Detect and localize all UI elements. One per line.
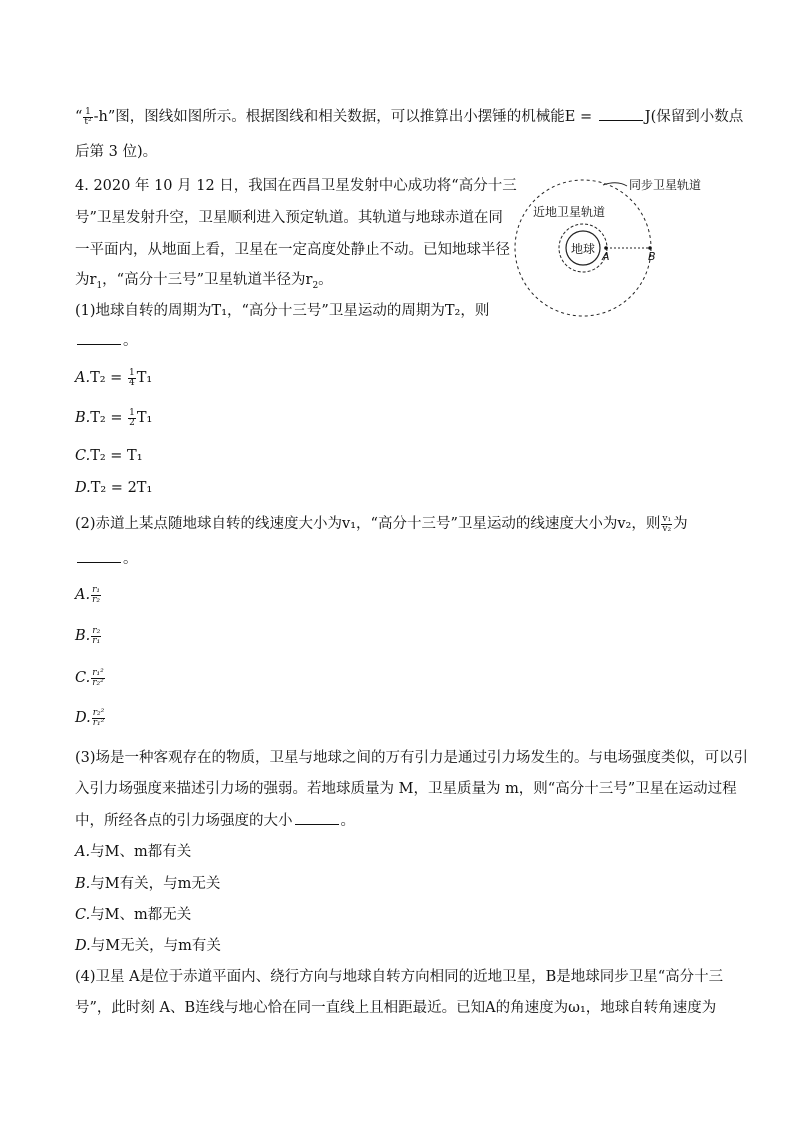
point-b-label: B: [648, 250, 656, 263]
q4-part1-stem: (1)地球自转的周期为T₁，“高分十三号”卫星运动的周期为T₂，则: [75, 303, 490, 319]
q4-intro-line-3: 一平面内，从地面上看，卫星在一定高度处静止不动。已知地球半径: [75, 242, 510, 258]
q4-intro-line-2: 号”卫星发射升空，卫星顺利进入预定轨道。其轨道与地球赤道在同: [75, 210, 503, 226]
q4-part3-line-2: 入引力场强度来描述引力场的强弱。若地球质量为 M，卫星质量为 m，则“高分十三号”卫星在运动过程: [75, 781, 737, 797]
q4-intro-line-1: 4. 2020 年 10 月 12 日，我国在西昌卫星发射中心成功将“高分十三: [75, 178, 517, 194]
inverse-t-squared-fraction: $\frac{1}{\text{t²}}$: [84, 106, 92, 127]
q4-part2-option-c[interactable]: C. $\frac{\text{r₁²}}{\text{r₂²}}$: [75, 667, 104, 688]
point-a-label: A: [602, 250, 610, 263]
answer-blank[interactable]: [599, 106, 643, 121]
earth-label: 地球: [570, 242, 596, 256]
answer-blank[interactable]: [77, 330, 121, 345]
sync-orbit-label: 同步卫星轨道: [629, 178, 702, 192]
q4-part1-option-a[interactable]: A.T₂ = $\frac{1}{4}$ T₁: [75, 367, 153, 388]
q4-part2-blank-line: 。: [75, 548, 138, 569]
q4-part4-line-1: (4)卫星 A是位于赤道平面内、绕行方向与地球自转方向相同的近地卫星，B是地球同步卫星“高分十三: [75, 969, 724, 985]
prev-question-line-1: “ $\frac{1}{\text{t²}}$ -h”图，图线如图所示。根据图线和相关数据，可以推算出小摆锤的机械能E = J(保留到小数点: [75, 106, 744, 127]
q4-part4-line-2: 号”，此时刻 A、B连线与地心恰在同一直线上且相距最近。已知A的角速度为ω₁，地球自转角速度为: [75, 1000, 717, 1016]
q4-part3-option-a[interactable]: A.与M、m都有关: [75, 844, 192, 860]
q4-part3-option-b[interactable]: B.与M有关，与m无关: [75, 876, 221, 892]
q4-intro-line-4: 为$r_1$，“高分十三号”卫星轨道半径为$r_2$。: [75, 272, 333, 291]
prev-question-line-2: 后第 3 位)。: [75, 144, 158, 160]
q4-part3-option-c[interactable]: C.与M、m都无关: [75, 907, 192, 923]
q4-part3-line-3: 中，所经各点的引力场强度的大小 。: [75, 810, 355, 831]
q4-part2-option-b[interactable]: B. $\frac{\text{r₂}}{\text{r₁}}$: [75, 625, 101, 646]
sync-orbit-leader: [603, 183, 627, 186]
near-orbit-label: 近地卫星轨道: [533, 205, 606, 219]
orbit-diagram: [505, 170, 745, 320]
q4-part2-option-a[interactable]: A. $\frac{\text{r₁}}{\text{r₂}}$: [75, 584, 101, 605]
q4-part3-line-1: (3)场是一种客观存在的物质，卫星与地球之间的万有引力是通过引力场发生的。与电场强度类似，可以引: [75, 750, 749, 766]
q4-part1-option-c[interactable]: C.T₂ = T₁: [75, 448, 143, 464]
q4-part3-option-d[interactable]: D.与M无关，与m有关: [75, 938, 221, 954]
q4-part2-stem: (2)赤道上某点随地球自转的线速度大小为v₁，“高分十三号”卫星运动的线速度大小为v₂，则 $\frac{\text{v₁}}{\text{v₂}}$ 为: [75, 513, 688, 534]
answer-blank[interactable]: [295, 810, 339, 825]
v1-over-v2-fraction: $\frac{\text{v₁}}{\text{v₂}}$: [662, 513, 672, 534]
orbit-diagram-svg: [505, 170, 745, 320]
q4-part1-option-d[interactable]: D.T₂ = 2T₁: [75, 480, 153, 496]
q4-part2-option-d[interactable]: D. $\frac{\text{r₂²}}{\text{r₁²}}$: [75, 707, 105, 728]
q4-part1-option-b[interactable]: B.T₂ = $\frac{1}{2}$ T₁: [75, 407, 153, 428]
answer-blank[interactable]: [77, 548, 121, 563]
q4-part1-blank-line: 。: [75, 330, 138, 351]
